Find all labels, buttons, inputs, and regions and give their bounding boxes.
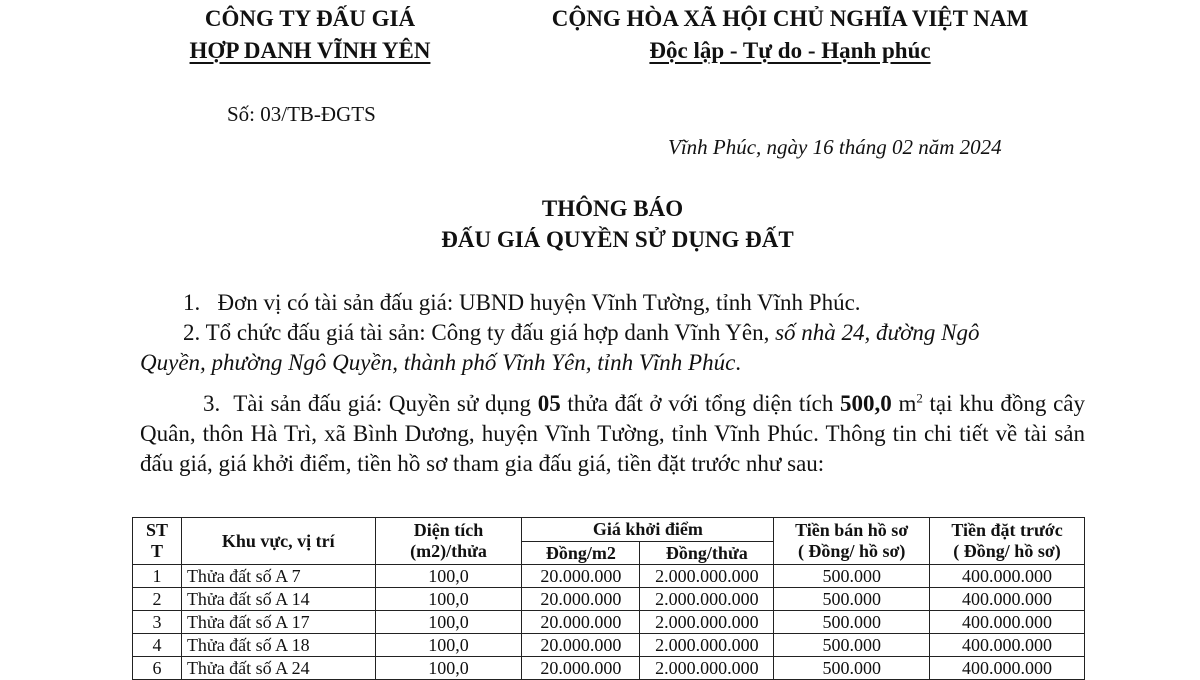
table-row — [133, 611, 1085, 634]
cell-per-m2: 20.000.000 — [522, 611, 640, 634]
cell-area: 100,0 — [375, 611, 522, 634]
cell-per-plot: 2.000.000.000 — [640, 565, 774, 588]
organization-name-line2 — [150, 38, 470, 64]
header-area: Diện tích (m2)/thửa — [375, 518, 522, 565]
document-title: THÔNG BÁO — [541, 196, 684, 221]
item-3-text-b: thửa đất ở với tổng diện tích — [560, 391, 841, 416]
cell-location: Thửa đất số A 18 — [181, 634, 375, 657]
item-3-number: 3. — [203, 391, 221, 416]
cell-area: 100,0 — [375, 588, 522, 611]
item-2-line1 — [183, 318, 979, 348]
cell-location: Thửa đất số A 7 — [181, 565, 375, 588]
item-1 — [183, 288, 861, 318]
table-row — [133, 657, 1085, 680]
cell-fee: 500.000 — [774, 611, 930, 634]
national-title: CỘNG HÒA XÃ HỘI CHỦ NGHĨA VIỆT NAM — [551, 6, 1029, 31]
header-dossier-fee: Tiền bán hồ sơ ( Đồng/ hồ sơ) — [774, 518, 930, 565]
header-start-price: Giá khởi điểm — [522, 518, 774, 542]
item-2-address-part1: số nhà 24, đường Ngô — [775, 320, 980, 345]
item-3-text-a: Tài sản đấu giá: Quyền sử dụng — [233, 391, 538, 416]
table-row — [133, 634, 1085, 657]
item-3-count: 05 — [537, 391, 561, 416]
cell-per-plot: 2.000.000.000 — [640, 657, 774, 680]
cell-location: Thửa đất số A 14 — [181, 588, 375, 611]
item-1-text: Đơn vị có tài sản đấu giá: UBND huyện Vĩnh Tường, tỉnh Vĩnh Phúc. — [217, 290, 861, 315]
cell-area: 100,0 — [375, 565, 522, 588]
header-per-plot: Đồng/thửa — [640, 542, 774, 565]
header-per-m2: Đồng/m2 — [522, 542, 640, 565]
header-stt: ST T — [133, 518, 182, 565]
cell-location: Thửa đất số A 17 — [181, 611, 375, 634]
cell-deposit: 400.000.000 — [930, 634, 1085, 657]
organization-name-line1: CÔNG TY ĐẤU GIÁ — [204, 6, 416, 31]
cell-per-m2: 20.000.000 — [522, 588, 640, 611]
item-3 — [140, 389, 1085, 479]
cell-fee: 500.000 — [774, 657, 930, 680]
cell-stt: 4 — [133, 634, 182, 657]
cell-deposit: 400.000.000 — [930, 565, 1085, 588]
cell-stt: 3 — [133, 611, 182, 634]
cell-per-plot: 2.000.000.000 — [640, 588, 774, 611]
item-3-unit-sup: 2 — [916, 390, 923, 406]
cell-deposit: 400.000.000 — [930, 611, 1085, 634]
header-location: Khu vực, vị trí — [181, 518, 375, 565]
item-3-text-c: tại khu đồng cây Quân, thôn Hà Trì, xã Bình Dương, huyện Vĩnh Tường, tỉnh Vĩnh Phúc. Thông tin chi tiết về tài sản đấu giá, giá khởi điểm, tiền hồ sơ tham gia đấu giá, tiền đặt trước như sau: — [140, 391, 1085, 476]
cell-stt: 2 — [133, 588, 182, 611]
document-subtitle: ĐẤU GIÁ QUYỀN SỬ DỤNG ĐẤT — [441, 227, 794, 252]
cell-location: Thửa đất số A 24 — [181, 657, 375, 680]
national-motto-text: Độc lập - Tự do - Hạnh phúc — [649, 38, 931, 63]
item-2-number: 2. — [183, 320, 201, 345]
organization-name-line2-text: HỢP DANH VĨNH YÊN — [189, 38, 431, 63]
cell-area: 100,0 — [375, 634, 522, 657]
document-number: Số: 03/TB-ĐGTS — [227, 102, 376, 126]
item-3-area: 500,0 — [840, 391, 892, 416]
cell-per-plot: 2.000.000.000 — [640, 611, 774, 634]
table-row — [133, 565, 1085, 588]
cell-stt: 1 — [133, 565, 182, 588]
item-3-unit: m — [891, 391, 917, 416]
cell-per-m2: 20.000.000 — [522, 657, 640, 680]
asset-table — [132, 517, 1085, 680]
item-2-end: . — [735, 350, 742, 375]
cell-deposit: 400.000.000 — [930, 588, 1085, 611]
table-row — [133, 588, 1085, 611]
cell-fee: 500.000 — [774, 588, 930, 611]
national-motto — [510, 38, 1070, 64]
cell-fee: 500.000 — [774, 565, 930, 588]
cell-per-m2: 20.000.000 — [522, 634, 640, 657]
table-header-row — [133, 518, 1085, 542]
cell-area: 100,0 — [375, 657, 522, 680]
item-1-number: 1. — [183, 290, 201, 315]
cell-per-m2: 20.000.000 — [522, 565, 640, 588]
cell-per-plot: 2.000.000.000 — [640, 634, 774, 657]
item-2-text: Tổ chức đấu giá tài sản: Công ty đấu giá hợp danh Vĩnh Yên, — [205, 320, 776, 345]
header-deposit: Tiền đặt trước ( Đồng/ hồ sơ) — [930, 518, 1085, 565]
place-and-date: Vĩnh Phúc, ngày 16 tháng 02 năm 2024 — [668, 135, 1002, 159]
cell-deposit: 400.000.000 — [930, 657, 1085, 680]
item-2-line2 — [140, 348, 741, 378]
cell-fee: 500.000 — [774, 634, 930, 657]
cell-stt: 6 — [133, 657, 182, 680]
item-2-address-part2: Quyền, phường Ngô Quyền, thành phố Vĩnh Yên, tỉnh Vĩnh Phúc — [140, 350, 736, 375]
